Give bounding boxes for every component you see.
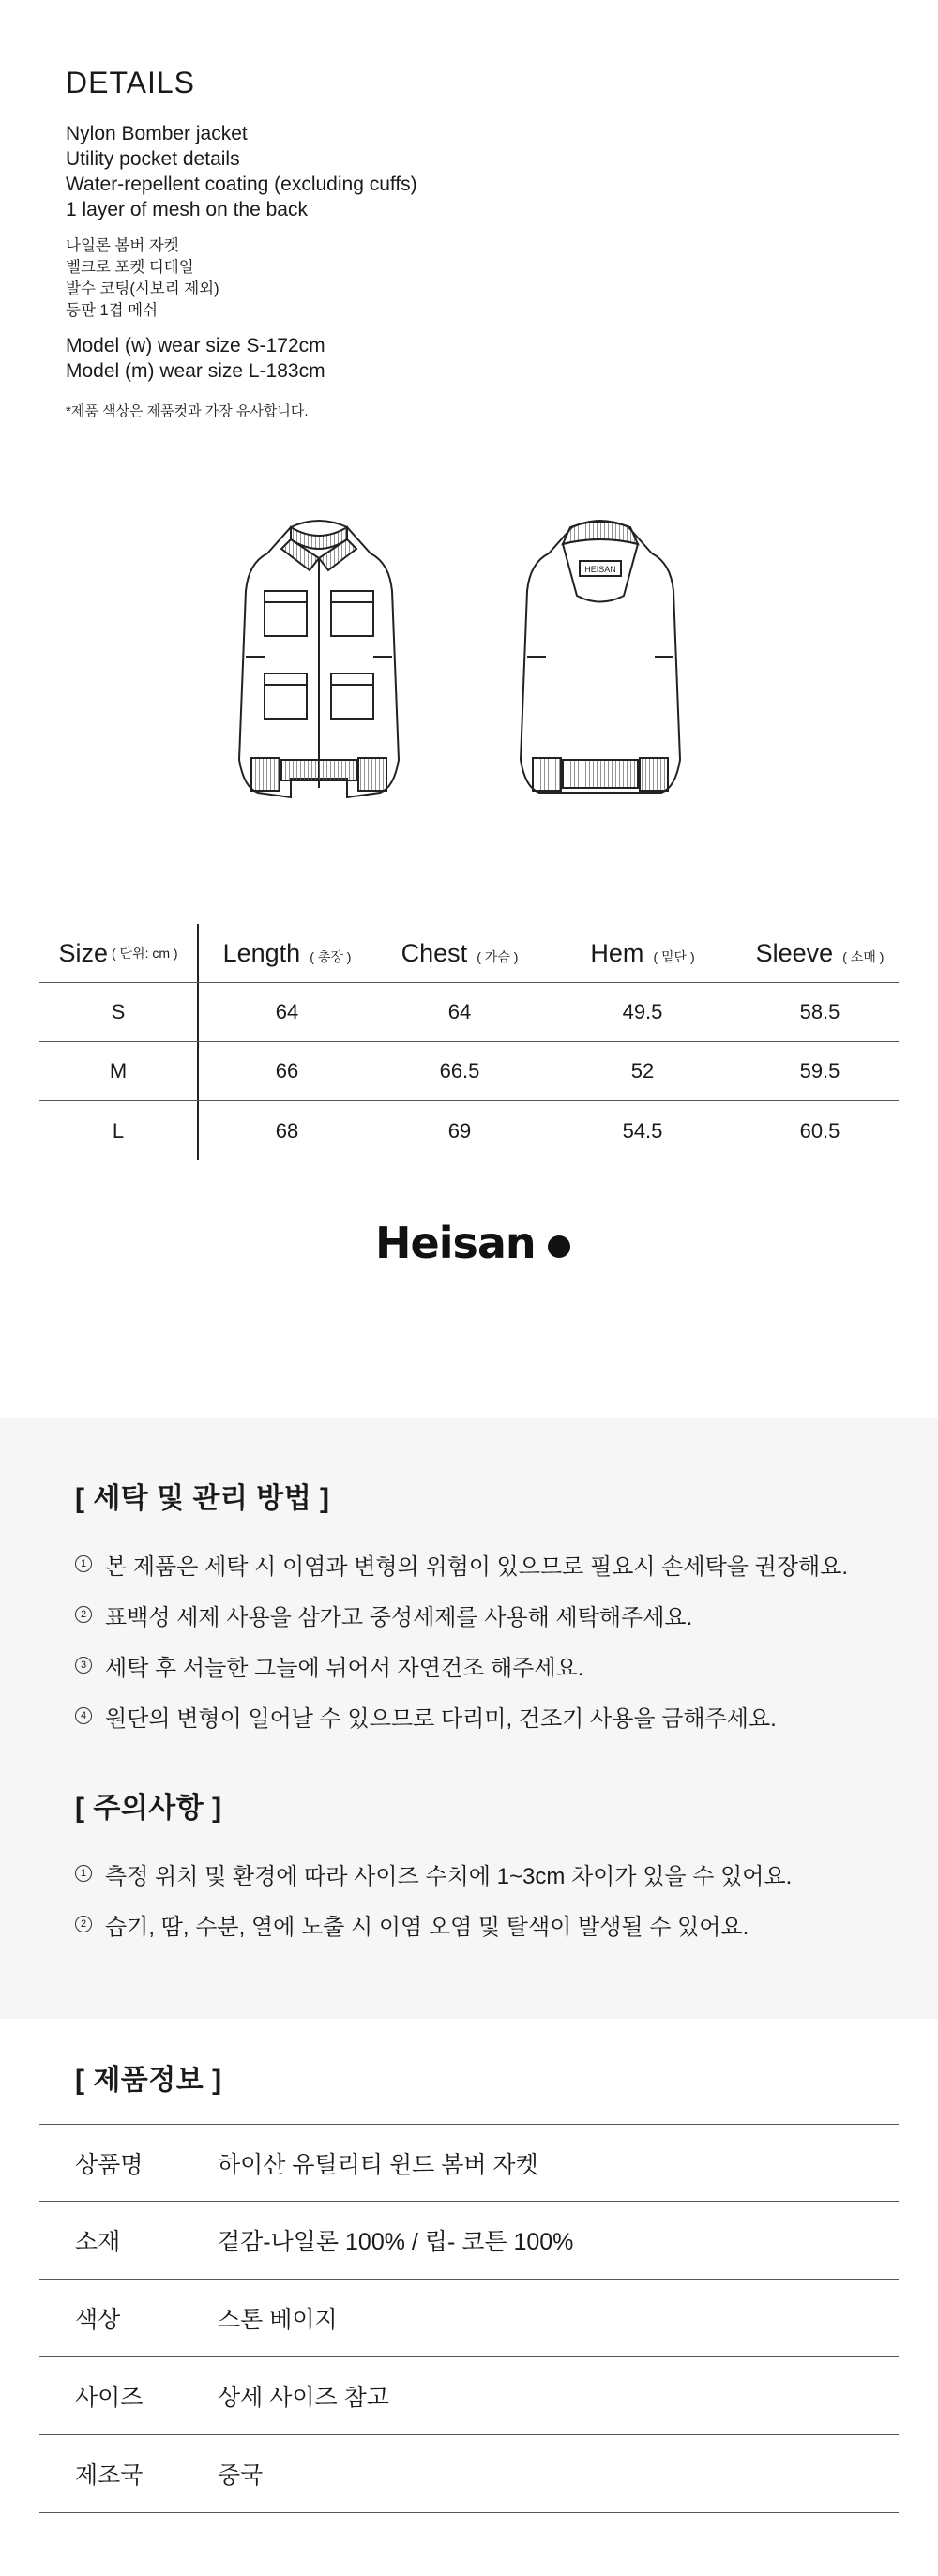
header-sub: ( 밑단 ) [653,948,695,964]
header-cell-hem [544,939,741,968]
size-cell: L [39,1101,199,1160]
korean-features [66,235,891,322]
info-row-material [39,2202,899,2280]
header-sub: ( 단위: cm ) [111,946,178,961]
info-label: 상품명 [75,2151,144,2178]
info-label: 제조국 [75,2462,144,2489]
size-cell: 69 [447,1118,472,1143]
header-sub: ( 소매 ) [842,948,885,964]
warning-title: [ 주의사항 ] [75,1793,222,1824]
care-text: 본 제품은 세탁 시 이염과 변형의 위험이 있으므로 필요시 손세탁을 권장해요. [105,1553,849,1580]
jacket-front-drawing [239,521,399,797]
english-features [66,121,891,222]
size-cell: 60.5 [799,1118,840,1143]
info-value: 하이산 유틸리티 윈드 봄버 자켓 [218,2151,538,2178]
care-title: [ 세탁 및 관리 방법 ] [75,1483,330,1514]
size-table-header [39,924,899,983]
size-cell: 54.5 [622,1118,663,1143]
header-cell-chest [375,939,544,968]
info-row-name [39,2124,899,2202]
care-text: 원단의 변형이 일어날 수 있으므로 다리미, 건조기 사용을 금해주세요. [105,1705,777,1732]
model-info [66,333,891,384]
size-cell: 49.5 [622,1000,663,1023]
model-line: Model (m) wear size L-183cm [66,360,325,382]
feature-line: Water-repellent coating (excluding cuffs) [66,174,417,195]
color-note: *제품 색상은 제품컷과 가장 유사합니다. [66,403,309,419]
size-cell: M [39,1042,199,1100]
product-info-section [39,2056,899,2513]
header-cell-sleeve [741,939,899,968]
heisan-logo [375,1215,572,1271]
header-main: Sleeve [755,938,834,967]
size-table [39,924,899,1160]
circled-number-icon: 1 [75,1555,92,1572]
size-row-l [39,1101,899,1160]
info-label: 소재 [75,2229,121,2255]
circled-number-icon: 2 [75,1606,92,1623]
jacket-illustration [206,507,732,854]
size-cell: 58.5 [799,1000,840,1023]
info-label: 색상 [75,2307,121,2333]
size-cell: 64 [447,1000,472,1023]
care-section [0,1418,938,2019]
feature-line-kor: 등판 1겹 메쉬 [66,302,159,319]
size-cell: 66.5 [439,1059,480,1083]
circled-number-icon: 3 [75,1657,92,1674]
warning-item [75,1848,938,1899]
feature-line: 1 layer of mesh on the back [66,199,308,220]
details-title: DETAILS [66,66,195,99]
feature-line-kor: 나일론 봄버 자켓 [66,237,179,254]
logo-mark-icon [548,1235,570,1258]
warning-text: 습기, 땀, 수분, 열에 노출 시 이염 오염 및 탈색이 발생될 수 있어요. [105,1914,749,1940]
back-label-text: HEISAN [584,565,616,574]
size-cell: 66 [275,1059,299,1083]
warning-text: 측정 위치 및 환경에 따라 사이즈 수치에 1~3cm 차이가 있을 수 있어요. [105,1863,793,1889]
model-line: Model (w) wear size S-172cm [66,335,325,356]
size-cell: S [39,983,199,1041]
circled-number-icon: 1 [75,1865,92,1882]
header-cell-length [199,939,375,968]
header-main: Size [58,938,108,967]
info-value: 스톤 베이지 [218,2307,338,2333]
feature-line-kor: 벨크로 포켓 디테일 [66,259,194,276]
care-item [75,1589,938,1640]
feature-line: Utility pocket details [66,148,240,170]
info-row-color [39,2280,899,2357]
size-cell: 64 [275,1000,299,1023]
info-label: 사이즈 [75,2385,144,2411]
info-value: 상세 사이즈 참고 [218,2385,389,2411]
size-cell: 59.5 [799,1059,840,1083]
jacket-back-drawing [521,521,680,793]
header-cell-size [39,924,199,982]
circled-number-icon: 4 [75,1707,92,1724]
size-row-s [39,983,899,1042]
info-value: 겉감-나일론 100% / 립- 코튼 100% [218,2229,574,2255]
header-main: Chest [401,938,468,967]
care-item [75,1640,938,1690]
info-value: 중국 [218,2462,264,2489]
logo-wordmark: Heisan [375,1218,536,1268]
product-info-title: [ 제품정보 ] [75,2065,222,2096]
size-cell: 52 [630,1059,655,1083]
details-section [66,66,891,420]
care-text: 표백성 세제 사용을 삼가고 중성세제를 사용해 세탁해주세요. [105,1604,693,1630]
care-item [75,1690,938,1741]
header-main: Length [222,938,301,967]
feature-line: Nylon Bomber jacket [66,123,248,144]
feature-line-kor: 발수 코팅(시보리 제외) [66,280,219,297]
header-sub: ( 가슴 ) [477,948,519,964]
warning-item [75,1899,938,1949]
size-cell: 68 [275,1118,299,1143]
header-sub: ( 총장 ) [310,948,352,964]
care-item [75,1538,938,1589]
header-main: Hem [590,938,644,967]
size-row-m [39,1042,899,1101]
care-text: 세탁 후 서늘한 그늘에 뉘어서 자연건조 해주세요. [105,1655,584,1681]
info-row-size [39,2357,899,2435]
info-row-origin [39,2435,899,2513]
circled-number-icon: 2 [75,1916,92,1932]
